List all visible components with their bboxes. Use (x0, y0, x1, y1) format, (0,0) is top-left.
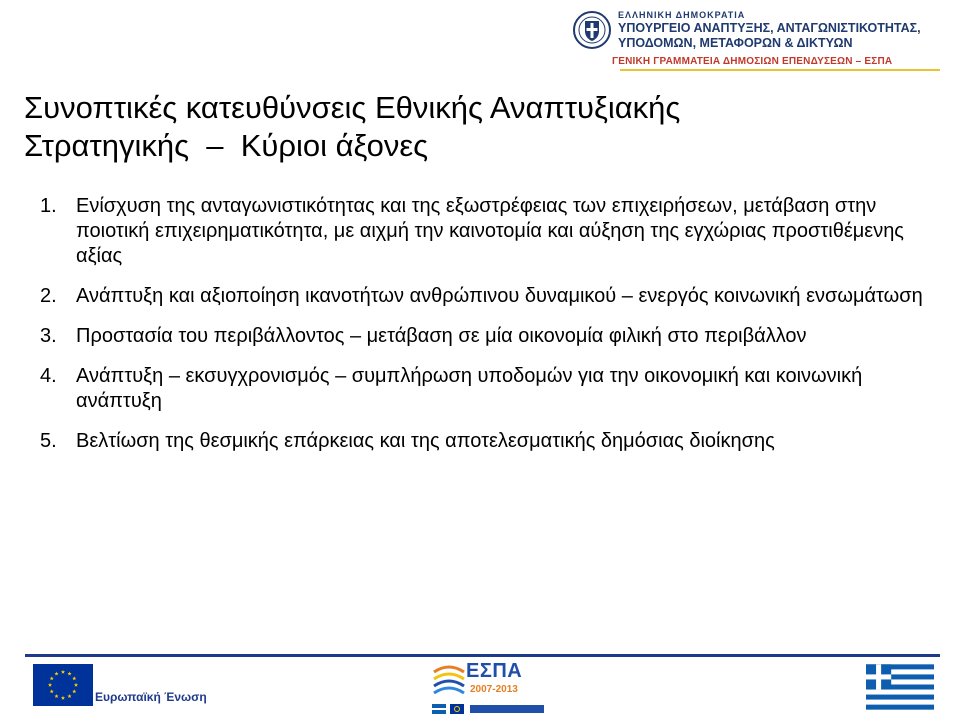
footer-divider (25, 654, 940, 657)
list-item (40, 284, 930, 309)
header-ministry-line1: ΥΠΟΥΡΓΕΙΟ ΑΝΑΠΤΥΞΗΣ, ΑΝΤΑΓΩΝΙΣΤΙΚΟΤΗΤΑΣ, (618, 21, 921, 35)
slide-title-line1: Συνοπτικές κατευθύνσεις Εθνικής Αναπτυξιακής (24, 90, 681, 125)
header-secretariat: ΓΕΝΙΚΗ ΓΡΑΜΜΑΤΕΙΑ ΔΗΜΟΣΙΩΝ ΕΠΕΝΔΥΣΕΩΝ – ΕΣΠΑ (612, 56, 893, 67)
espa-wordmark: ΕΣΠΑ (466, 660, 523, 682)
list-item (40, 194, 930, 269)
greek-coat-of-arms-icon (572, 10, 612, 50)
list-item (40, 324, 930, 349)
list-item-number: 4. (40, 365, 57, 387)
eu-flag-icon (33, 664, 93, 706)
list-item (40, 429, 930, 454)
espa-logo-icon (432, 662, 466, 702)
espa-years: 2007-2013 (470, 684, 518, 695)
ministry-logo (572, 6, 942, 78)
axes-list (40, 194, 930, 469)
list-item-text: Ενίσχυση της ανταγωνιστικότητας και της εξωστρέφειας των επιχειρήσεων, μετάβαση στην ποιοτική επιχειρηματικότητα, με αιχμή την καινοτομία και αύξηση της εγχώριας προστιθέμενης αξίας (76, 195, 904, 267)
list-item (40, 364, 930, 414)
list-item-text: Ανάπτυξη – εκσυγχρονισμός – συμπλήρωση υποδομών για την οικονομική και κοινωνική ανάπτυξη (76, 365, 863, 412)
list-item-number: 3. (40, 325, 57, 347)
espa-logo (432, 660, 544, 714)
eu-label: Ευρωπαϊκή Ένωση (95, 690, 207, 704)
slide-title (24, 89, 924, 165)
list-item-number: 1. (40, 195, 57, 217)
list-item-text: Προστασία του περιβάλλοντος – μετάβαση σε μία οικονομία φιλική στο περιβάλλον (76, 325, 807, 347)
list-item-text: Ανάπτυξη και αξιοποίηση ικανοτήτων ανθρώπινου δυναμικού – ενεργός κοινωνική ενσωμάτωση (76, 285, 923, 307)
header-ministry-line2: ΥΠΟΔΟΜΩΝ, ΜΕΤΑΦΟΡΩΝ & ΔΙΚΤΥΩΝ (618, 36, 853, 50)
slide-title-line2: Στρατηγικής – Κύριοι άξονες (24, 128, 429, 163)
greek-flag-icon (866, 664, 934, 710)
header-divider (620, 69, 940, 71)
espa-mini-flags-icon (432, 704, 544, 714)
list-item-number: 5. (40, 430, 57, 452)
list-item-number: 2. (40, 285, 57, 307)
list-item-text: Βελτίωση της θεσμικής επάρκειας και της αποτελεσματικής δημόσιας διοίκησης (76, 430, 775, 452)
eu-logo (33, 664, 253, 710)
header-country: ΕΛΛΗΝΙΚΗ ΔΗΜΟΚΡΑΤΙΑ (618, 10, 746, 20)
